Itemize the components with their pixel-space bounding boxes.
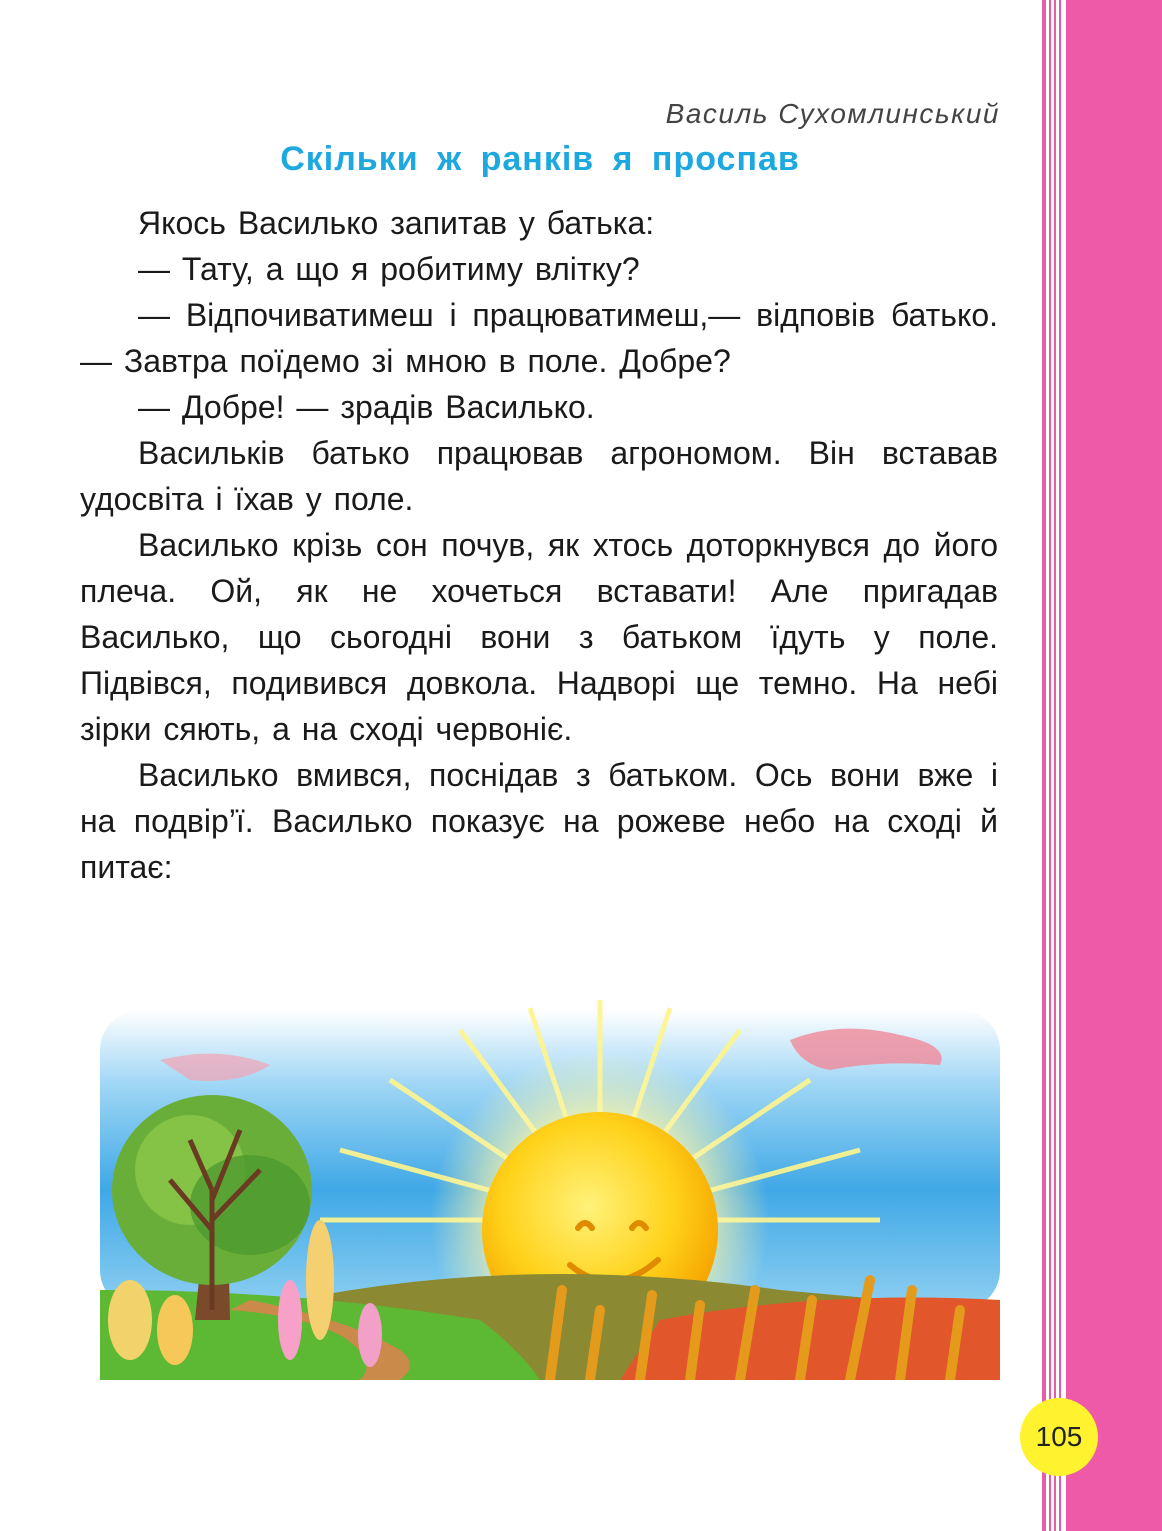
paragraph: — Тату, а що я робитиму влітку?: [138, 251, 640, 287]
story-text: [80, 200, 998, 890]
side-band-line: [1049, 0, 1051, 1531]
paragraph: Якось Василько запитав у батька:: [138, 205, 655, 241]
story-title: Скільки ж ранків я проспав: [280, 140, 800, 178]
side-band-line: [1042, 0, 1046, 1531]
paragraph: Васильків батько працював агрономом. Він вставав удосвіта і їхав у поле.: [80, 435, 998, 517]
author-name: Василь Сухомлинський: [665, 98, 1000, 129]
sunrise-illustration: [100, 990, 1000, 1380]
paragraph: — Добре! — зрадів Василько.: [138, 389, 595, 425]
side-band-line: [1054, 0, 1056, 1531]
paragraph: Василько вмився, поснідав з батьком. Ось вони вже і на подвір’ї. Василько показує на рожеве небо на сході й питає:: [80, 757, 998, 885]
paragraph: — Відпочиватимеш і працюватимеш,— відповів батько.— Завтра поїдемо зі мною в поле. Добре?: [80, 297, 998, 379]
side-band: [1066, 0, 1162, 1531]
side-band-line: [1059, 0, 1061, 1531]
page-number: 105: [1035, 1421, 1083, 1452]
paragraph: Василько крізь сон почув, як хтось доторкнувся до його плеча. Ой, як не хочеться вставати! Але пригадав Василько, що сьогодні вони з батьком їдуть у поле. Підвівся, подивився довкола. Надворі ще темно. На небі зірки сяють, а на сході червоніє.: [80, 527, 998, 747]
page-number-badge: [1020, 1398, 1098, 1476]
